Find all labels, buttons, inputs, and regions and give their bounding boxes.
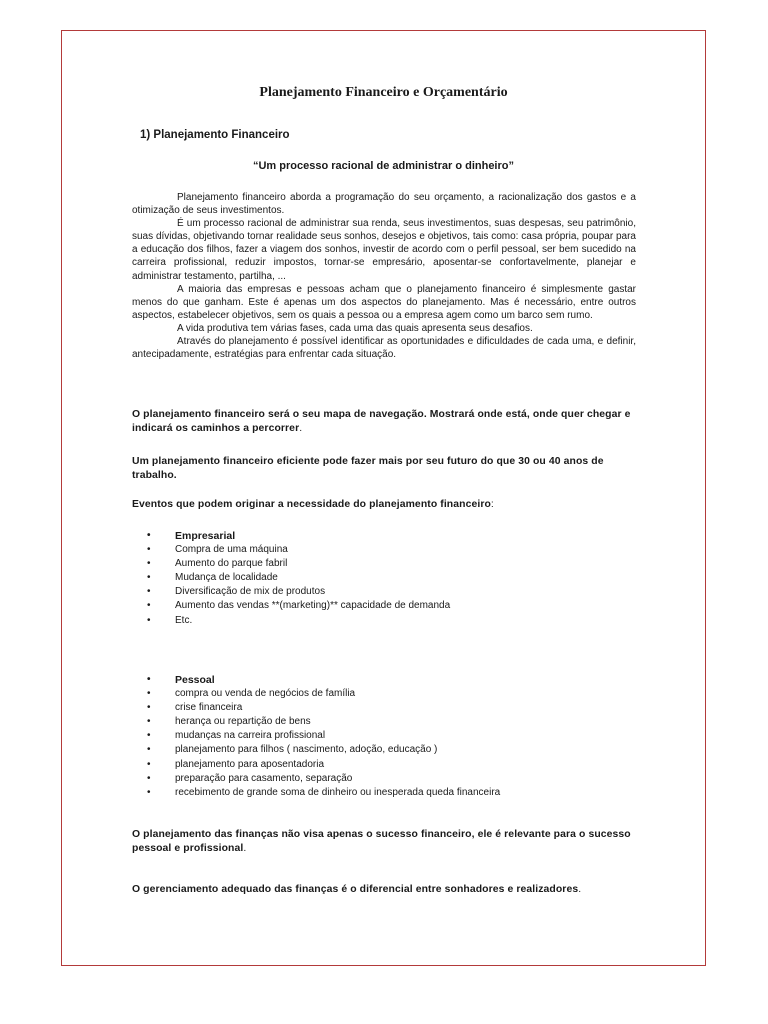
list-item-text: planejamento para aposentadoria [175,758,324,770]
section-quote: “Um processo racional de administrar o dinheiro” [252,160,514,172]
bullet-icon: • [147,600,151,612]
list-item-text: Etc. [175,614,193,626]
list-item-text: compra ou venda de negócios de família [175,688,356,700]
bullet-icon: • [147,786,151,798]
bullet-icon: • [147,558,151,570]
trailing-period: . [299,423,303,434]
bullet-icon: • [147,614,151,626]
trailing-period: . [243,843,247,854]
bullet-icon: • [147,758,151,770]
bullet-icon: • [147,572,151,584]
empresarial-list [147,529,450,628]
list-item [147,772,500,786]
list-item-text: crise financeira [175,702,243,714]
paragraph: É um processo racional de administrar sua renda, seus investimentos, suas despesas, seu patrimônio, suas dívidas, objetivando tornar realidade seus sonhos, desejos e objetivos, tais como: casa própria, poupar para a educação dos filhos, fazer a viagem dos sonhos, investir de acordo com o perfil pessoal, ser bem sucedido na carreira profissional, reduzir impostos, tornar-se empresário, aposentar-se confortavelmente, planejar e administrar testamento, partilha, ... [132,218,636,282]
list-item [147,599,450,613]
list-item [147,687,500,701]
document-title: Planejamento Financeiro e Orçamentário [259,85,508,100]
list-item [147,701,500,715]
document-page [61,30,706,966]
list-heading [147,529,450,543]
differential-statement [132,883,640,897]
list-item-text: planejamento para filhos ( nascimento, adoção, educação ) [175,744,438,756]
bullet-icon: • [147,586,151,598]
bullet-icon: • [147,530,151,541]
list-item [147,543,450,557]
bullet-icon: • [147,730,151,742]
list-item-text: preparação para casamento, separação [175,772,353,784]
trailing-colon: : [490,499,494,510]
list-heading-text: Empresarial [175,530,236,542]
navigation-statement [132,408,640,436]
body-text [132,191,636,361]
bullet-icon: • [147,716,151,728]
differential-text: O gerenciamento adequado das finanças é o diferencial entre sonhadores e realizadores [132,884,579,895]
success-statement [132,828,640,856]
list-item-text: recebimento de grande soma de dinheiro ou inesperada queda financeira [175,786,501,798]
bullet-icon: • [147,674,151,685]
work-statement: Um planejamento financeiro eficiente pode fazer mais por seu futuro do que 30 ou 40 anos de trabalho. [132,456,604,481]
list-item [147,786,500,800]
events-text: Eventos que podem originar a necessidade do planejamento financeiro [132,499,491,510]
list-item [147,557,450,571]
bullet-icon: • [147,772,151,784]
list-item-text: Aumento das vendas **(marketing)** capacidade de demanda [175,600,451,612]
bullet-icon: • [147,744,151,756]
list-item [147,585,450,599]
list-item [147,571,450,585]
section-heading: 1) Planejamento Financeiro [140,129,290,141]
list-item-text: mudanças na carreira profissional [175,730,326,742]
list-heading [147,673,500,687]
bullet-icon: • [147,544,151,556]
paragraph: A vida produtiva tem várias fases, cada uma das quais apresenta seus desafios. [177,322,533,334]
list-item-text: Aumento do parque fabril [175,558,288,570]
paragraph: Através do planejamento é possível identificar as oportunidades e dificuldades de cada uma, e definir, antecipadamente, estratégias para enfrentar cada situação. [132,336,636,361]
success-text: O planejamento das finanças não visa apenas o sucesso financeiro, ele é relevante para o sucesso pessoal e profissional [132,829,631,854]
list-item [147,614,450,628]
bullet-icon: • [147,702,151,714]
list-item-text: Compra de uma máquina [175,544,288,556]
paragraph: A maioria das empresas e pessoas acham que o planejamento financeiro é simplesmente gastar menos do que ganham. Este é apenas um dos aspectos do planejamento. Mas é necessário, entre outros aspectos, estabelecer objetivos, sem os quais a pessoa ou a empresa agem como um barco sem rumo. [132,283,636,321]
bullet-icon: • [147,688,151,700]
list-item-text: Diversificação de mix de produtos [175,586,326,598]
events-heading [132,498,640,512]
trailing-period: . [578,884,582,895]
list-item [147,715,500,729]
list-heading-text: Pessoal [175,674,215,686]
paragraph: Planejamento financeiro aborda a programação do seu orçamento, a racionalização dos gastos e a otimização de seus investimentos. [132,192,636,217]
list-item-text: Mudança de localidade [175,572,278,584]
navigation-text: O planejamento financeiro será o seu mapa de navegação. Mostrará onde está, onde quer chegar e indicará os caminhos a percorrer [132,409,631,434]
pessoal-list [147,673,500,800]
list-item-text: herança ou repartição de bens [175,716,311,728]
list-item [147,729,500,743]
list-item [147,758,500,772]
list-item [147,743,500,757]
